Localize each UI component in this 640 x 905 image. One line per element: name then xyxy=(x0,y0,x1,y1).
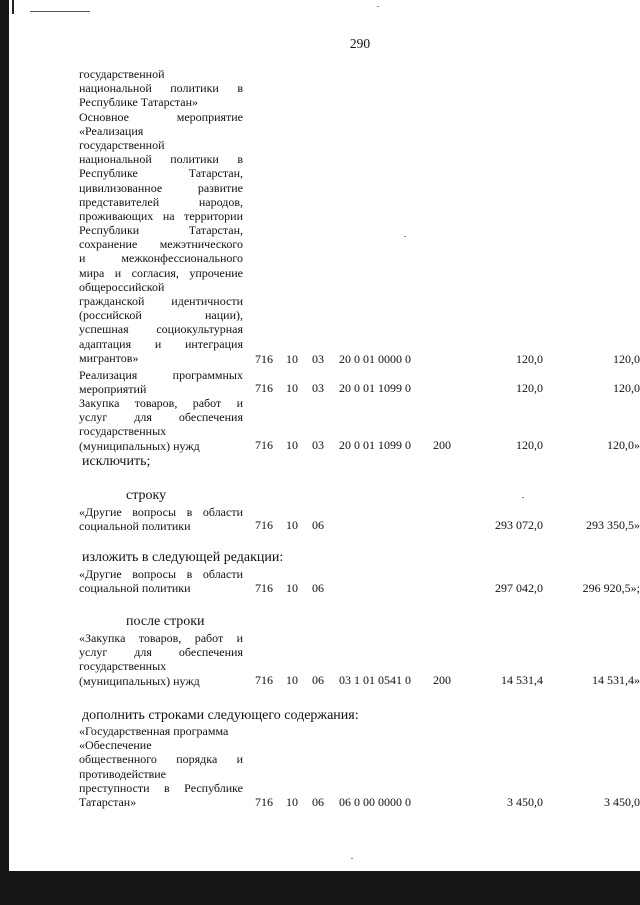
ministry-code: 716 xyxy=(255,581,273,595)
amount-year-1: 14 531,4 xyxy=(501,673,543,687)
ministry-code: 716 xyxy=(255,438,273,452)
description-line: государственной xyxy=(79,137,165,152)
scan-speck xyxy=(404,236,406,237)
description-line: государственных xyxy=(79,424,167,439)
amount-year-2: 296 920,5»; xyxy=(582,581,640,595)
amount-year-2: 14 531,4» xyxy=(592,673,640,687)
target-article-code: 20 0 01 1099 0 xyxy=(339,381,411,395)
amount-year-1: 120,0 xyxy=(516,352,543,366)
section-code: 10 xyxy=(286,581,298,595)
expense-type-code: 200 xyxy=(433,438,451,452)
description-line: социальной политики xyxy=(79,581,191,596)
description-line: противодействие xyxy=(79,766,167,781)
amount-year-2: 293 350,5» xyxy=(586,518,640,532)
description-line: Республики Татарстан, xyxy=(79,223,243,238)
description-line: и межконфессионального xyxy=(79,251,243,266)
scan-speck xyxy=(351,858,353,859)
row-description xyxy=(79,396,243,453)
amount-year-1: 120,0 xyxy=(516,438,543,452)
scan-mark xyxy=(12,0,14,14)
scan-edge-left xyxy=(0,0,9,905)
subsection-code: 03 xyxy=(312,381,324,395)
scan-speck xyxy=(377,6,379,7)
description-line: Татарстан» xyxy=(79,794,137,809)
description-line: мира и согласия, упрочение xyxy=(79,265,243,280)
instruction-exclude: исключить; xyxy=(82,454,151,469)
section-code: 10 xyxy=(286,381,298,395)
description-line: национальной политики в xyxy=(79,152,243,167)
description-line: проживающих на территории xyxy=(79,208,243,223)
amount-year-2: 120,0 xyxy=(613,381,640,395)
target-article-code: 03 1 01 0541 0 xyxy=(339,673,411,687)
amount-year-1: 3 450,0 xyxy=(507,795,543,809)
description-line: «Закупка товаров, работ и xyxy=(79,631,243,645)
row-description xyxy=(79,724,243,809)
description-line: успешная социокультурная xyxy=(79,322,243,337)
instruction-row: строку xyxy=(126,488,167,503)
section-code: 10 xyxy=(286,438,298,452)
description-line: Основное мероприятие xyxy=(79,109,243,124)
instruction-after-row: после строки xyxy=(126,614,205,629)
description-line: Республике Татарстан, xyxy=(79,166,243,181)
row-description xyxy=(79,67,243,365)
section-code: 10 xyxy=(286,673,298,687)
ministry-code: 716 xyxy=(255,381,273,395)
description-line: социальной политики xyxy=(79,519,191,534)
row-description xyxy=(79,505,243,533)
description-line: Реализация программных xyxy=(79,368,243,382)
description-line: общероссийской xyxy=(79,279,165,294)
row-description xyxy=(79,631,243,688)
target-article-code: 06 0 00 0000 0 xyxy=(339,795,411,809)
amount-year-1: 120,0 xyxy=(516,381,543,395)
target-article-code: 20 0 01 0000 0 xyxy=(339,352,411,366)
subsection-code: 03 xyxy=(312,438,324,452)
subsection-code: 03 xyxy=(312,352,324,366)
description-line: (муниципальных) нужд xyxy=(79,438,200,453)
amount-year-2: 120,0 xyxy=(613,352,640,366)
instruction-replace: изложить в следующей редакции: xyxy=(82,550,284,565)
description-line: сохранение межэтнического xyxy=(79,237,243,252)
amount-year-1: 297 042,0 xyxy=(495,581,543,595)
description-line: (муниципальных) нужд xyxy=(79,673,200,688)
section-code: 10 xyxy=(286,352,298,366)
description-line: государственных xyxy=(79,659,167,674)
description-line: «Другие вопросы в области xyxy=(79,505,243,519)
ministry-code: 716 xyxy=(255,518,273,532)
description-line: «Другие вопросы в области xyxy=(79,567,243,581)
description-line: «Реализация xyxy=(79,123,144,138)
ministry-code: 716 xyxy=(255,352,273,366)
description-line: цивилизованное развитие xyxy=(79,180,243,195)
description-line: мероприятий xyxy=(79,382,147,397)
page-number: 290 xyxy=(349,36,371,51)
description-line: государственной xyxy=(79,67,165,81)
description-line: услуг для обеспечения xyxy=(79,410,243,425)
description-line: представителей народов, xyxy=(79,194,243,209)
subsection-code: 06 xyxy=(312,518,324,532)
ministry-code: 716 xyxy=(255,673,273,687)
scan-speck xyxy=(522,497,524,498)
description-line: адаптация и интеграция xyxy=(79,336,243,351)
description-line: Закупка товаров, работ и xyxy=(79,396,243,410)
target-article-code: 20 0 01 1099 0 xyxy=(339,438,411,452)
description-line: мигрантов» xyxy=(79,350,139,365)
instruction-add: дополнить строками следующего содержания: xyxy=(82,708,359,723)
amount-year-1: 293 072,0 xyxy=(495,518,543,532)
subsection-code: 06 xyxy=(312,673,324,687)
description-line: национальной политики в xyxy=(79,81,243,96)
description-line: (российской нации), xyxy=(79,308,243,323)
description-line: Республике Татарстан» xyxy=(79,95,199,110)
description-line: гражданской идентичности xyxy=(79,294,243,308)
description-line: услуг для обеспечения xyxy=(79,645,243,660)
description-line: «Государственная программа xyxy=(79,724,229,738)
scan-mark xyxy=(30,11,90,12)
description-line: преступности в Республике xyxy=(79,780,243,795)
section-code: 10 xyxy=(286,795,298,809)
ministry-code: 716 xyxy=(255,795,273,809)
amount-year-2: 3 450,0 xyxy=(604,795,640,809)
amount-year-2: 120,0» xyxy=(607,438,640,452)
subsection-code: 06 xyxy=(312,581,324,595)
subsection-code: 06 xyxy=(312,795,324,809)
scan-edge-bottom xyxy=(0,871,640,905)
expense-type-code: 200 xyxy=(433,673,451,687)
description-line: общественного порядка и xyxy=(79,752,243,767)
description-line: «Обеспечение xyxy=(79,738,152,753)
section-code: 10 xyxy=(286,518,298,532)
row-description xyxy=(79,567,243,595)
row-description xyxy=(79,368,243,396)
